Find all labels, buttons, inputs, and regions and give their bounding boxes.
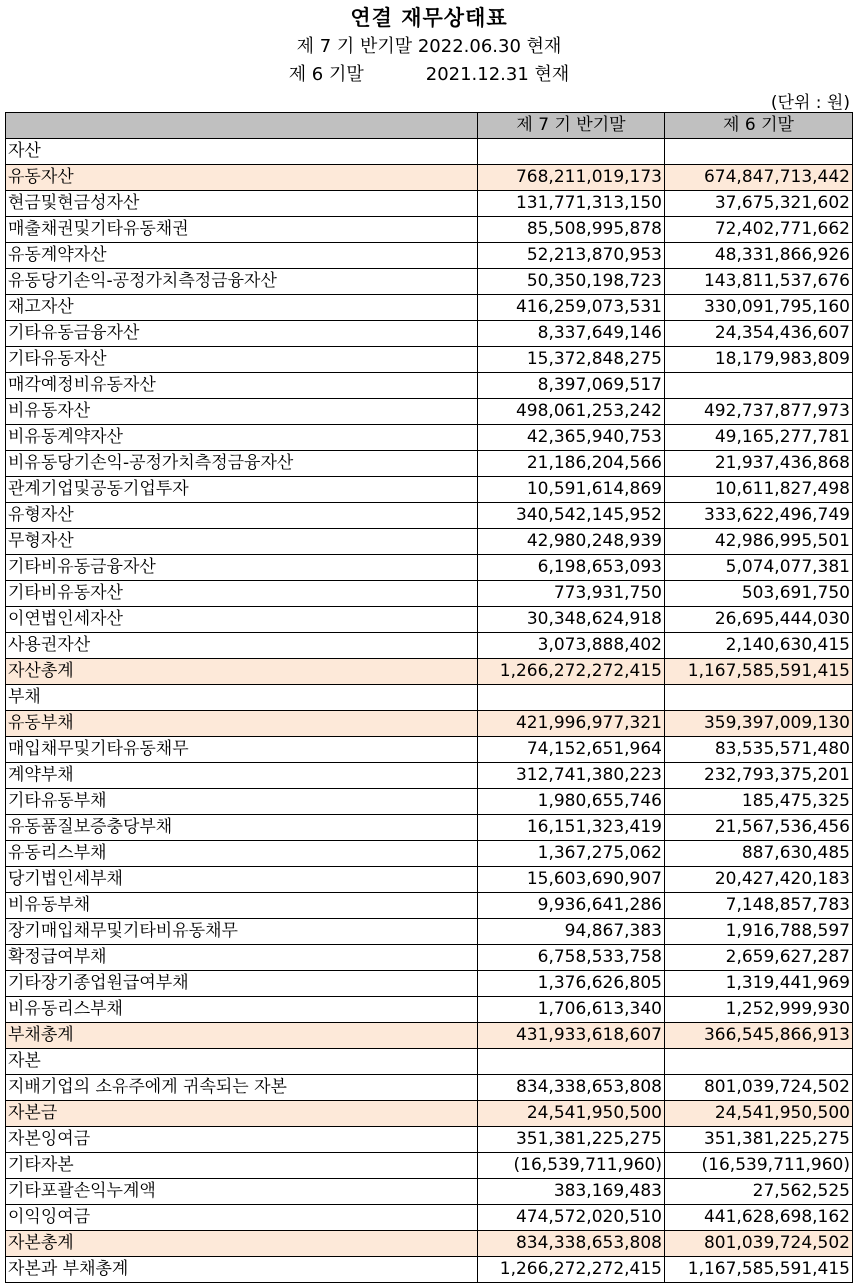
value-current: 42,365,940,753	[478, 425, 665, 451]
period-previous-date: 2021.12.31 현재	[425, 64, 570, 85]
value-previous: 2,140,630,415	[665, 633, 853, 659]
value-previous: 83,535,571,480	[665, 737, 853, 763]
period-current: 제 7 기 반기말 2022.06.30 현재	[296, 36, 562, 57]
value-previous: 18,179,983,809	[665, 347, 853, 373]
value-current: 773,931,750	[478, 581, 665, 607]
row-label: 매입채무및기타유동채무	[6, 737, 478, 763]
row-label: 기타유동자산	[6, 347, 478, 373]
value-previous	[665, 685, 853, 711]
table-row	[6, 1205, 853, 1231]
row-label: 유동당기손익-공정가치측정금융자산	[6, 269, 478, 295]
table-row	[6, 503, 853, 529]
value-current: 834,338,653,808	[478, 1231, 665, 1257]
table-row	[6, 1179, 853, 1205]
value-current: 52,213,870,953	[478, 243, 665, 269]
table-row	[6, 659, 853, 685]
row-label: 매각예정비유동자산	[6, 373, 478, 399]
row-label: 기타자본	[6, 1153, 478, 1179]
row-label: 기타비유동자산	[6, 581, 478, 607]
row-label: 비유동부채	[6, 893, 478, 919]
value-previous: 21,937,436,868	[665, 451, 853, 477]
value-previous: 24,541,950,500	[665, 1101, 853, 1127]
period-previous	[0, 60, 858, 86]
table-row	[6, 919, 853, 945]
row-label: 관계기업및공동기업투자	[6, 477, 478, 503]
row-label: 자산총계	[6, 659, 478, 685]
table-row	[6, 737, 853, 763]
value-previous: 143,811,537,676	[665, 269, 853, 295]
table-row	[6, 1023, 853, 1049]
value-current: 8,397,069,517	[478, 373, 665, 399]
value-current: 6,758,533,758	[478, 945, 665, 971]
value-previous: (16,539,711,960)	[665, 1153, 853, 1179]
value-previous: 2,659,627,287	[665, 945, 853, 971]
balance-sheet-table	[5, 112, 853, 1283]
table-row	[6, 1075, 853, 1101]
value-current: 312,741,380,223	[478, 763, 665, 789]
value-previous	[665, 373, 853, 399]
row-label: 재고자산	[6, 295, 478, 321]
value-current: 24,541,950,500	[478, 1101, 665, 1127]
row-label: 기타포괄손익누계액	[6, 1179, 478, 1205]
row-label: 장기매입채무및기타비유동채무	[6, 919, 478, 945]
value-previous: 887,630,485	[665, 841, 853, 867]
table-row	[6, 1127, 853, 1153]
value-current: 1,376,626,805	[478, 971, 665, 997]
table-header-row	[6, 113, 853, 139]
table-row	[6, 945, 853, 971]
period-previous-label: 제 6 기말	[288, 64, 364, 85]
value-previous: 366,545,866,913	[665, 1023, 853, 1049]
column-header-current: 제 7 기 반기말	[478, 113, 665, 139]
table-row	[6, 425, 853, 451]
value-previous: 72,402,771,662	[665, 217, 853, 243]
value-previous: 1,252,999,930	[665, 997, 853, 1023]
table-row	[6, 1049, 853, 1075]
page-title: 연결 재무상태표	[350, 6, 508, 30]
table-row	[6, 399, 853, 425]
value-current: 131,771,313,150	[478, 191, 665, 217]
table-body	[6, 139, 853, 1283]
value-current: 1,266,272,272,415	[478, 659, 665, 685]
row-label: 자본총계	[6, 1231, 478, 1257]
value-current: 16,151,323,419	[478, 815, 665, 841]
value-previous: 21,567,536,456	[665, 815, 853, 841]
table-row	[6, 529, 853, 555]
value-current: 1,367,275,062	[478, 841, 665, 867]
row-label: 유동자산	[6, 165, 478, 191]
value-current: 85,508,995,878	[478, 217, 665, 243]
table-row	[6, 633, 853, 659]
value-current: 834,338,653,808	[478, 1075, 665, 1101]
table-row	[6, 997, 853, 1023]
row-label: 비유동계약자산	[6, 425, 478, 451]
table-row	[6, 581, 853, 607]
value-previous: 42,986,995,501	[665, 529, 853, 555]
value-current: 340,542,145,952	[478, 503, 665, 529]
row-label: 유동리스부채	[6, 841, 478, 867]
value-previous	[665, 1049, 853, 1075]
row-label: 기타비유동금융자산	[6, 555, 478, 581]
table-row	[6, 243, 853, 269]
value-current: 1,706,613,340	[478, 997, 665, 1023]
value-previous	[665, 139, 853, 165]
value-current: 1,266,272,272,415	[478, 1257, 665, 1283]
table-row	[6, 555, 853, 581]
value-current: 351,381,225,275	[478, 1127, 665, 1153]
table-row	[6, 139, 853, 165]
value-current: 8,337,649,146	[478, 321, 665, 347]
value-previous: 1,319,441,969	[665, 971, 853, 997]
value-previous: 20,427,420,183	[665, 867, 853, 893]
row-label: 확정급여부채	[6, 945, 478, 971]
row-label: 유동계약자산	[6, 243, 478, 269]
table-row	[6, 893, 853, 919]
value-current	[478, 685, 665, 711]
table-row	[6, 1101, 853, 1127]
row-label: 부채	[6, 685, 478, 711]
row-label: 자본금	[6, 1101, 478, 1127]
value-current: (16,539,711,960)	[478, 1153, 665, 1179]
row-label: 계약부채	[6, 763, 478, 789]
value-previous: 185,475,325	[665, 789, 853, 815]
row-label: 유동부채	[6, 711, 478, 737]
row-label: 사용권자산	[6, 633, 478, 659]
value-current: 30,348,624,918	[478, 607, 665, 633]
value-previous: 1,167,585,591,415	[665, 1257, 853, 1283]
value-current: 15,372,848,275	[478, 347, 665, 373]
value-previous: 1,167,585,591,415	[665, 659, 853, 685]
value-previous: 441,628,698,162	[665, 1205, 853, 1231]
unit-label: (단위 : 원)	[770, 93, 850, 113]
value-previous: 49,165,277,781	[665, 425, 853, 451]
row-label: 기타유동부채	[6, 789, 478, 815]
row-label: 이익잉여금	[6, 1205, 478, 1231]
table-row	[6, 971, 853, 997]
row-label: 자본과 부채총계	[6, 1257, 478, 1283]
value-current: 3,073,888,402	[478, 633, 665, 659]
table-row	[6, 763, 853, 789]
value-current: 74,152,651,964	[478, 737, 665, 763]
value-previous: 359,397,009,130	[665, 711, 853, 737]
table-row	[6, 685, 853, 711]
table-row	[6, 711, 853, 737]
value-current: 421,996,977,321	[478, 711, 665, 737]
table-row	[6, 815, 853, 841]
table-row	[6, 217, 853, 243]
value-previous: 26,695,444,030	[665, 607, 853, 633]
row-label: 자본잉여금	[6, 1127, 478, 1153]
table-row	[6, 165, 853, 191]
value-current: 50,350,198,723	[478, 269, 665, 295]
value-current: 21,186,204,566	[478, 451, 665, 477]
value-previous: 10,611,827,498	[665, 477, 853, 503]
row-label: 이연법인세자산	[6, 607, 478, 633]
row-label: 부채총계	[6, 1023, 478, 1049]
column-header-previous: 제 6 기말	[665, 113, 853, 139]
value-current: 1,980,655,746	[478, 789, 665, 815]
table-row	[6, 477, 853, 503]
row-label: 현금및현금성자산	[6, 191, 478, 217]
table-row	[6, 191, 853, 217]
row-label: 비유동자산	[6, 399, 478, 425]
value-previous: 232,793,375,201	[665, 763, 853, 789]
value-current: 768,211,019,173	[478, 165, 665, 191]
row-label: 비유동리스부채	[6, 997, 478, 1023]
table-row	[6, 321, 853, 347]
value-previous: 330,091,795,160	[665, 295, 853, 321]
row-label: 유동품질보증충당부채	[6, 815, 478, 841]
value-previous: 351,381,225,275	[665, 1127, 853, 1153]
value-current: 416,259,073,531	[478, 295, 665, 321]
value-previous: 492,737,877,973	[665, 399, 853, 425]
row-label: 지배기업의 소유주에게 귀속되는 자본	[6, 1075, 478, 1101]
row-label: 기타유동금융자산	[6, 321, 478, 347]
table-row	[6, 1153, 853, 1179]
value-current: 6,198,653,093	[478, 555, 665, 581]
table-row	[6, 841, 853, 867]
row-label: 매출채권및기타유동채권	[6, 217, 478, 243]
value-previous: 37,675,321,602	[665, 191, 853, 217]
table-row	[6, 1231, 853, 1257]
value-previous: 333,622,496,749	[665, 503, 853, 529]
value-current: 498,061,253,242	[478, 399, 665, 425]
table-row	[6, 347, 853, 373]
row-label: 유형자산	[6, 503, 478, 529]
value-current: 431,933,618,607	[478, 1023, 665, 1049]
value-previous: 1,916,788,597	[665, 919, 853, 945]
value-current: 42,980,248,939	[478, 529, 665, 555]
value-previous: 503,691,750	[665, 581, 853, 607]
value-previous: 801,039,724,502	[665, 1075, 853, 1101]
value-previous: 48,331,866,926	[665, 243, 853, 269]
row-label: 자본	[6, 1049, 478, 1075]
value-previous: 5,074,077,381	[665, 555, 853, 581]
table-row	[6, 451, 853, 477]
value-previous: 27,562,525	[665, 1179, 853, 1205]
value-current: 10,591,614,869	[478, 477, 665, 503]
value-current	[478, 139, 665, 165]
row-label: 비유동당기손익-공정가치측정금융자산	[6, 451, 478, 477]
table-row	[6, 373, 853, 399]
table-row	[6, 607, 853, 633]
table-row	[6, 789, 853, 815]
row-label: 기타장기종업원급여부채	[6, 971, 478, 997]
table-row	[6, 295, 853, 321]
value-previous: 674,847,713,442	[665, 165, 853, 191]
table-row	[6, 1257, 853, 1283]
value-current: 383,169,483	[478, 1179, 665, 1205]
column-header-label	[6, 113, 478, 139]
row-label: 무형자산	[6, 529, 478, 555]
table-row	[6, 867, 853, 893]
value-current: 474,572,020,510	[478, 1205, 665, 1231]
value-current	[478, 1049, 665, 1075]
value-previous: 7,148,857,783	[665, 893, 853, 919]
row-label: 당기법인세부채	[6, 867, 478, 893]
row-label: 자산	[6, 139, 478, 165]
value-current: 15,603,690,907	[478, 867, 665, 893]
table-row	[6, 269, 853, 295]
value-previous: 24,354,436,607	[665, 321, 853, 347]
value-previous: 801,039,724,502	[665, 1231, 853, 1257]
value-current: 94,867,383	[478, 919, 665, 945]
value-current: 9,936,641,286	[478, 893, 665, 919]
